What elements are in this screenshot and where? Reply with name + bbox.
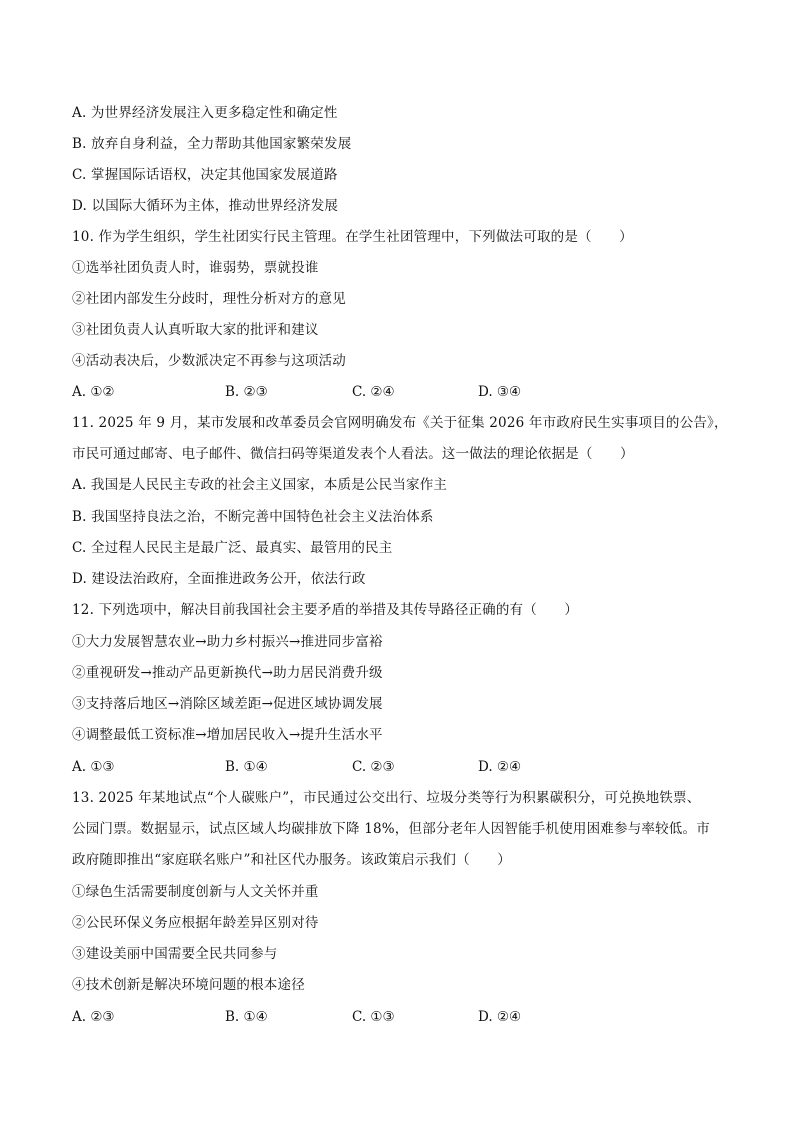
q13-item-2: ②公民环保义务应根据年龄差异区别对待	[72, 915, 319, 931]
q10-choice-c: C. ②④	[352, 384, 395, 400]
q12-choice-a: A. ①③	[72, 759, 115, 775]
q13-item-3: ③建设美丽中国需要全民共同参与	[72, 946, 278, 962]
q10-item-3: ③社团负责人认真听取大家的批评和建议	[72, 322, 319, 338]
q13-item-4: ④技术创新是解决环境问题的根本途径	[72, 977, 305, 993]
q9-option-a: A. 为世界经济发展注入更多稳定性和确定性	[72, 105, 338, 121]
q13-choice-b: B. ①④	[225, 1009, 268, 1025]
q13-choices	[72, 1007, 752, 1027]
q9-option-b: B. 放弃自身利益，全力帮助其他国家繁荣发展	[72, 136, 352, 152]
q12-choices	[72, 757, 752, 777]
q10-choice-a: A. ①②	[72, 384, 115, 400]
q11-option-c: C. 全过程人民民主是最广泛、最真实、最管用的民主	[72, 540, 393, 556]
q12-item-1: ①大力发展智慧农业→助力乡村振兴→推进同步富裕	[72, 634, 383, 650]
q11-stem-line-1: 11. 2025 年 9 月，某市发展和改革委员会官网明确发布《关于征集 2026 年市政府民生实事项目的公告》，	[72, 415, 728, 431]
q9-option-d: D. 以国际大循环为主体，推动世界经济发展	[72, 198, 339, 214]
q13-choice-d: D. ②④	[478, 1009, 522, 1025]
q10-item-1: ①选举社团负责人时，谁弱势，票就投谁	[72, 260, 319, 276]
q13-choice-c: C. ①③	[352, 1009, 395, 1025]
q12-choice-d: D. ②④	[478, 759, 522, 775]
q11-stem-line-2: 市民可通过邮寄、电子邮件、微信扫码等渠道发表个人看法。这一做法的理论依据是（ ）	[72, 446, 634, 462]
q11-option-b: B. 我国坚持良法之治，不断完善中国特色社会主义法治体系	[72, 509, 434, 525]
q10-item-4: ④活动表决后，少数派决定不再参与这项活动	[72, 353, 346, 369]
q13-stem-line-2: 公园门票。数据显示，试点区域人均碳排放下降 18%，但部分老年人因智能手机使用困难参与率较低。市	[72, 821, 710, 837]
q13-stem-line-1: 13. 2025 年某地试点“个人碳账户”，市民通过公交出行、垃圾分类等行为积累碳积分，可兑换地铁票、	[72, 790, 701, 806]
q13-choice-a: A. ②③	[72, 1009, 115, 1025]
q10-choice-b: B. ②③	[225, 384, 268, 400]
q12-stem: 12. 下列选项中，解决目前我国社会主要矛盾的举措及其传导路径正确的有（ ）	[72, 602, 579, 618]
q12-item-3: ③支持落后地区→消除区域差距→促进区域协调发展	[72, 696, 383, 712]
q10-choices	[72, 382, 752, 402]
q11-option-a: A. 我国是人民民主专政的社会主义国家，本质是公民当家作主	[72, 477, 448, 493]
q10-stem: 10. 作为学生组织，学生社团实行民主管理。在学生社团管理中，下列做法可取的是（ ）	[72, 229, 633, 245]
q13-item-1: ①绿色生活需要制度创新与人文关怀并重	[72, 884, 319, 900]
q12-item-4: ④调整最低工资标准→增加居民收入→提升生活水平	[72, 727, 383, 743]
q12-choice-c: C. ②③	[352, 759, 395, 775]
q12-choice-b: B. ①④	[225, 759, 268, 775]
q12-item-2: ②重视研发→推动产品更新换代→助力居民消费升级	[72, 665, 383, 681]
q9-option-c: C. 掌握国际话语权，决定其他国家发展道路	[72, 167, 338, 183]
q11-option-d: D. 建设法治政府，全面推进政务公开，依法行政	[72, 571, 366, 587]
q10-choice-d: D. ③④	[478, 384, 522, 400]
q10-item-2: ②社团内部发生分歧时，理性分析对方的意见	[72, 291, 346, 307]
q13-stem-line-3: 政府随即推出“家庭联名账户”和社区代办服务。该政策启示我们（ ）	[72, 852, 511, 868]
